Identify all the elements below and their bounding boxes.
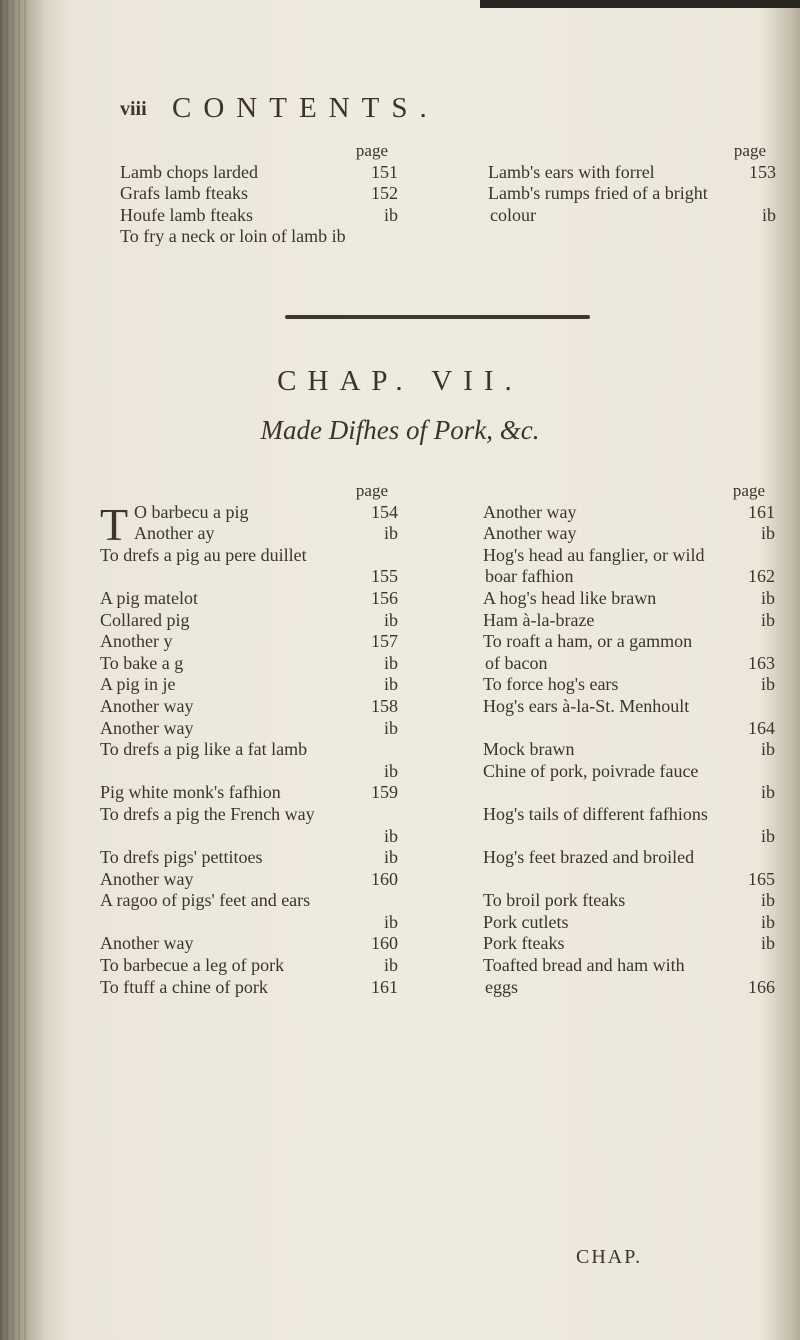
entry-title: To roaft a ham, or a gammon: [483, 631, 693, 652]
contents-entry: [483, 933, 775, 955]
entry-page-number: ib: [760, 674, 775, 695]
contents-entry: [100, 804, 398, 826]
contents-entry: [100, 588, 398, 610]
entry-page-number: 161: [748, 501, 775, 522]
entry-page-number: 151: [371, 161, 398, 182]
entry-title: Another way: [483, 523, 577, 544]
entry-title: Another way: [100, 717, 194, 738]
contents-entry: [120, 183, 398, 205]
entry-title: Pork cutlets: [483, 911, 569, 932]
contents-entry: [483, 566, 775, 588]
page-top-edge: [480, 0, 800, 8]
contents-entry: [483, 826, 775, 848]
entry-page-number: 152: [371, 183, 398, 204]
entry-page-number: 157: [371, 631, 398, 652]
contents-entry: [100, 739, 398, 761]
entry-page-number: 153: [749, 161, 776, 182]
page-column-heading: [488, 140, 776, 162]
entry-page-number: 159: [371, 782, 398, 803]
entry-page-number: ib: [760, 933, 775, 954]
entry-title: Lamb chops larded: [120, 161, 258, 182]
entry-title: To drefs a pig the French way: [100, 803, 315, 824]
contents-entry: [483, 588, 775, 610]
contents-entry: [483, 610, 775, 632]
contents-entry: [483, 718, 775, 740]
entry-page-number: ib: [760, 890, 775, 911]
entry-page-number: 160: [371, 933, 398, 954]
contents-entry: [100, 696, 398, 718]
entry-page-number: 161: [371, 976, 398, 997]
entry-title: Pork fteaks: [483, 933, 565, 954]
contents-entry: [100, 847, 398, 869]
entry-page-number: 156: [371, 587, 398, 608]
entry-page-number: 163: [748, 652, 775, 673]
contents-entry: [100, 890, 398, 912]
entry-page-number: 160: [371, 868, 398, 889]
entry-title: Another way: [100, 695, 194, 716]
contents-entry: [100, 545, 398, 567]
entry-page-number: ib: [383, 847, 398, 868]
contents-entry: [100, 782, 398, 804]
contents-entry: [100, 933, 398, 955]
contents-entry: [120, 226, 398, 248]
contents-entry: [483, 890, 775, 912]
contents-entry: [100, 631, 398, 653]
top-left-column: [120, 140, 398, 248]
entry-title: To drefs a pig au pere duillet: [100, 544, 307, 565]
entry-title: Chine of pork, poivrade fauce: [483, 760, 699, 781]
entry-title: Lamb's ears with forrel: [488, 161, 655, 182]
entry-page-number: ib: [383, 674, 398, 695]
entry-title: To drefs a pig like a fat lamb: [100, 739, 308, 760]
entry-title: To bake a g: [100, 652, 184, 673]
entry-title: Another way: [100, 868, 194, 889]
entry-title: Hog's feet brazed and broiled: [483, 847, 695, 868]
entry-title: Another way: [100, 933, 194, 954]
entry-title: Another ay: [134, 523, 215, 544]
entry-page-number: ib: [383, 609, 398, 630]
contents-entry: [100, 566, 398, 588]
entry-title: Hog's head au fanglier, or wild: [483, 544, 705, 565]
entry-page-number: page: [732, 481, 765, 500]
entry-title: A pig matelot: [100, 587, 198, 608]
contents-entry: [483, 761, 775, 783]
contents-entry: [488, 205, 776, 227]
entry-page-number: ib: [383, 760, 398, 781]
contents-entry: [483, 847, 775, 869]
entry-title: Toafted bread and ham with: [483, 955, 685, 976]
entry-page-number: 154: [371, 501, 398, 522]
entry-title: Another y: [100, 631, 173, 652]
entry-title: of bacon: [485, 652, 548, 673]
entry-page-number: ib: [383, 652, 398, 673]
contents-entry: [100, 674, 398, 696]
contents-entry: [483, 955, 775, 977]
page-column-heading: [483, 480, 775, 502]
contents-entry: [483, 804, 775, 826]
contents-entry: [100, 977, 398, 999]
contents-entry: [483, 545, 775, 567]
top-right-column: [488, 140, 776, 226]
running-header: [120, 92, 760, 132]
contents-entry: [100, 955, 398, 977]
entry-page-number: ib: [760, 782, 775, 803]
contents-entry: [120, 205, 398, 227]
entry-page-number: ib: [383, 523, 398, 544]
entry-title: Another way: [483, 501, 577, 522]
entry-page-number: ib: [383, 911, 398, 932]
entry-page-number: 155: [371, 566, 398, 587]
entry-title: To broil pork fteaks: [483, 890, 626, 911]
drop-cap-letter: T: [100, 499, 129, 550]
running-title: CONTENTS.: [172, 92, 439, 124]
entry-title: To ftuff a chine of pork: [100, 976, 268, 997]
entry-page-number: ib: [760, 523, 775, 544]
entry-title: Houfe lamb fteaks: [120, 204, 253, 225]
page-column-heading: [100, 480, 398, 502]
entry-title: eggs: [485, 976, 518, 997]
entry-title: Mock brawn: [483, 739, 575, 760]
entry-title: To drefs pigs' pettitoes: [100, 847, 263, 868]
contents-entry: [483, 782, 775, 804]
contents-entry: [100, 502, 398, 524]
entry-page-number: ib: [383, 955, 398, 976]
contents-entry: [483, 631, 775, 653]
section-divider-rule: [285, 315, 590, 319]
contents-entry: [488, 183, 776, 205]
contents-entry: [483, 912, 775, 934]
entry-page-number: page: [355, 481, 388, 500]
contents-entry: [483, 674, 775, 696]
page-column-heading: [120, 140, 398, 162]
catchword: CHAP.: [576, 1246, 643, 1268]
contents-entry: [483, 502, 775, 524]
contents-entry: [100, 826, 398, 848]
entry-page-number: ib: [761, 204, 776, 225]
entry-title: Hog's tails of different fafhions: [483, 803, 708, 824]
entry-title: A pig in je: [100, 674, 176, 695]
entry-page-number: ib: [383, 825, 398, 846]
entry-title: Grafs lamb fteaks: [120, 183, 248, 204]
entry-title: To force hog's ears: [483, 674, 619, 695]
entry-title: To fry a neck or loin of lamb ib: [120, 226, 346, 247]
contents-entry: [488, 162, 776, 184]
entry-page-number: ib: [760, 739, 775, 760]
chapter-subtitle: Made Difhes of Pork, &c.: [260, 415, 540, 445]
contents-entry: [100, 869, 398, 891]
entry-title: colour: [490, 204, 536, 225]
entry-title: O barbecu a pig: [134, 501, 249, 522]
contents-entry: [483, 653, 775, 675]
entry-page-number: 158: [371, 695, 398, 716]
contents-entry: [483, 977, 775, 999]
entry-page-number: page: [355, 141, 388, 160]
entry-page-number: ib: [760, 911, 775, 932]
entry-page-number: ib: [760, 825, 775, 846]
contents-entry: [483, 869, 775, 891]
contents-entry: [100, 761, 398, 783]
main-left-column: [100, 480, 398, 998]
page-folio: viii: [120, 98, 147, 120]
entry-page-number: ib: [383, 204, 398, 225]
contents-entry: [483, 739, 775, 761]
contents-entry: [100, 653, 398, 675]
contents-entry: [100, 718, 398, 740]
main-right-column: [483, 480, 775, 998]
entry-page-number: page: [733, 141, 766, 160]
book-spine-shadow: [0, 0, 30, 1340]
chapter-title: CHAP. VII.: [277, 365, 523, 397]
entry-title: Collared pig: [100, 609, 190, 630]
entry-title: To barbecue a leg of pork: [100, 955, 285, 976]
entry-title: Pig white monk's fafhion: [100, 782, 281, 803]
entry-page-number: 164: [748, 717, 775, 738]
entry-title: Hog's ears à-la-St. Menhoult: [483, 695, 690, 716]
contents-entry: [100, 610, 398, 632]
entry-page-number: ib: [760, 587, 775, 608]
entry-title: A hog's head like brawn: [483, 587, 657, 608]
contents-entry: [100, 523, 398, 545]
entry-page-number: 166: [748, 976, 775, 997]
entry-title: A ragoo of pigs' feet and ears: [100, 890, 311, 911]
entry-page-number: 162: [748, 566, 775, 587]
contents-entry: [120, 162, 398, 184]
entry-page-number: ib: [383, 717, 398, 738]
entry-page-number: ib: [760, 609, 775, 630]
entry-page-number: 165: [748, 868, 775, 889]
contents-entry: [483, 696, 775, 718]
contents-entry: [483, 523, 775, 545]
entry-title: Lamb's rumps fried of a bright: [488, 183, 708, 204]
entry-title: Ham à-la-braze: [483, 609, 595, 630]
contents-entry: [100, 912, 398, 934]
entry-title: boar fafhion: [485, 566, 574, 587]
